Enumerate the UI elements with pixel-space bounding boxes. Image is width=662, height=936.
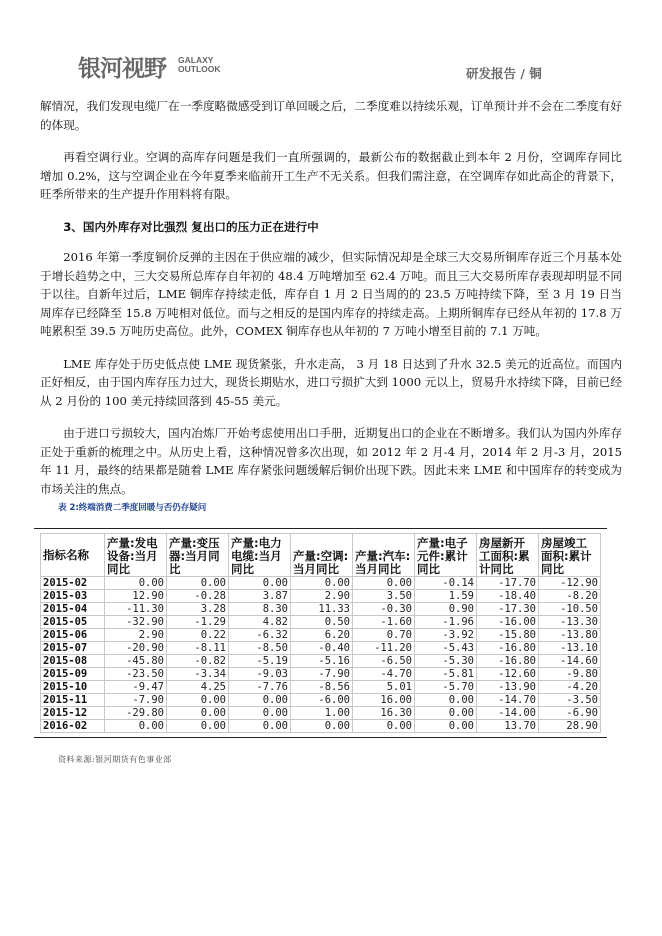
column-header: 产量:汽车:当月同比 (353, 534, 415, 577)
cell-value: 16.00 (353, 694, 415, 707)
cell-value: -5.30 (415, 655, 477, 668)
cell-value: 2.90 (291, 590, 353, 603)
row-date: 2015-07 (41, 642, 105, 655)
table-caption: 表 2:终端消费二季度回暖与否仍存疑问 (58, 503, 207, 513)
paragraph: LME 库存处于历史低点使 LME 现货紧张，升水走高， 3 月 18 日达到了升水 32.5 美元的近高位。而国内正好相反，由于国内库存压力过大，现货长期贴水，进口亏损扩大到 1000 元以上，贸易升水持续下降，目前已经从 2 月份的 100 美元持续回落到 45-55 美元。 (40, 356, 622, 408)
cell-value: 1.59 (415, 590, 477, 603)
cell-value: 3.50 (353, 590, 415, 603)
table-row (41, 655, 601, 668)
cell-value: 4.25 (167, 681, 229, 694)
cell-value: -4.20 (539, 681, 601, 694)
cell-value: -20.90 (105, 642, 167, 655)
cell-value: 3.28 (167, 603, 229, 616)
cell-value: -6.00 (291, 694, 353, 707)
cell-value: 0.00 (415, 694, 477, 707)
cell-value: 6.20 (291, 629, 353, 642)
cell-value: 16.30 (353, 707, 415, 720)
cell-value: -5.16 (291, 655, 353, 668)
cell-value: -12.60 (477, 668, 539, 681)
cell-value: 0.00 (291, 720, 353, 733)
cell-value: -9.47 (105, 681, 167, 694)
cell-value: -0.28 (167, 590, 229, 603)
row-date: 2016-02 (41, 720, 105, 733)
cell-value: 0.00 (167, 577, 229, 590)
cell-value: -17.70 (477, 577, 539, 590)
cell-value: -0.82 (167, 655, 229, 668)
logo-subtext (178, 56, 221, 74)
column-header: 产量:电力电缆:当月同比 (229, 534, 291, 577)
cell-value: 0.70 (353, 629, 415, 642)
cell-value: -8.50 (229, 642, 291, 655)
logo-text: 银河视野 (78, 56, 166, 82)
cell-value: 0.00 (167, 707, 229, 720)
paragraph: 2016 年第一季度铜价反弹的主因在于供应端的减少，但实际情况却是全球三大交易所铜库存近三个月基本处于增长趋势之中，三大交易所总库存自年初的 48.4 万吨增加至 62.4 万吨。而且三大交易所库存表现却明显不同于以往。自新年过后，LME 铜库存持续走低，库存自 1 月 2 日当周的的 23.5 万吨持续下降，至 3 月 19 日当周库存已经降至 15.8 万吨相对低位。而与之相反的是国内库存的持续走高。上期所铜库存已经从年初的 17.8 万吨累积至 39.5 万吨历史高位。此外，COMEX 铜库存也从年初的 7 万吨小增至目前的 7.1 万吨。 (40, 250, 622, 338)
cell-value: -4.70 (353, 668, 415, 681)
paragraph: 再看空调行业。空调的高库存问题是我们一直所强调的，最新公布的数据截止到本年 2 月份，空调库存同比增加 0.2%，这与空调企业在今年夏季来临前开工生产不无关系。但我们需注意，在空调库存如此高企的背景下，旺季所带来的生产提升作用料将有限。 (40, 150, 622, 201)
cell-value: 13.70 (477, 720, 539, 733)
cell-value: 11.33 (291, 603, 353, 616)
cell-value: 4.82 (229, 616, 291, 629)
cell-value: 0.00 (415, 720, 477, 733)
cell-value: 2.90 (105, 629, 167, 642)
cell-value: -5.19 (229, 655, 291, 668)
table-row (41, 720, 601, 733)
row-date: 2015-04 (41, 603, 105, 616)
cell-value: -0.30 (353, 603, 415, 616)
cell-value: 0.22 (167, 629, 229, 642)
cell-value: -1.60 (353, 616, 415, 629)
cell-value: -16.80 (477, 655, 539, 668)
cell-value: -14.00 (477, 707, 539, 720)
cell-value: -32.90 (105, 616, 167, 629)
cell-value: -13.10 (539, 642, 601, 655)
row-date: 2015-03 (41, 590, 105, 603)
cell-value: -6.50 (353, 655, 415, 668)
row-date: 2015-02 (41, 577, 105, 590)
cell-value: -29.80 (105, 707, 167, 720)
table-row (41, 668, 601, 681)
row-date: 2015-10 (41, 681, 105, 694)
cell-value: 0.00 (229, 577, 291, 590)
cell-value: 8.30 (229, 603, 291, 616)
cell-value: 0.00 (415, 707, 477, 720)
cell-value: -16.00 (477, 616, 539, 629)
cell-value: 0.90 (415, 603, 477, 616)
table-header-row (41, 534, 601, 577)
table-row (41, 629, 601, 642)
cell-value: -8.11 (167, 642, 229, 655)
table-row (41, 707, 601, 720)
row-date: 2015-09 (41, 668, 105, 681)
row-date: 2015-11 (41, 694, 105, 707)
cell-value: 0.00 (353, 720, 415, 733)
table-row (41, 603, 601, 616)
cell-value: -6.32 (229, 629, 291, 642)
column-header: 房屋竣工面积:累计同比 (539, 534, 601, 577)
column-header: 产量:空调:当月同比 (291, 534, 353, 577)
cell-value: -16.80 (477, 642, 539, 655)
page-header (78, 50, 558, 82)
cell-value: -11.30 (105, 603, 167, 616)
cell-value: 5.01 (353, 681, 415, 694)
cell-value: -13.90 (477, 681, 539, 694)
cell-value: -13.30 (539, 616, 601, 629)
cell-value: -5.70 (415, 681, 477, 694)
cell-value: -3.34 (167, 668, 229, 681)
cell-value: -0.40 (291, 642, 353, 655)
data-table (40, 533, 601, 733)
cell-value: 0.00 (105, 577, 167, 590)
table-row (41, 590, 601, 603)
paragraph: 解情况，我们发现电缆厂在一季度略微感受到订单回暖之后，二季度难以持续乐观，订单预计并不会在二季度有好的体现。 (40, 99, 622, 132)
cell-value: -9.03 (229, 668, 291, 681)
cell-value: -8.56 (291, 681, 353, 694)
row-date: 2015-08 (41, 655, 105, 668)
cell-value: 0.00 (105, 720, 167, 733)
row-date: 2015-05 (41, 616, 105, 629)
column-header: 产量:变压器:当月同比 (167, 534, 229, 577)
cell-value: -1.96 (415, 616, 477, 629)
row-date: 2015-12 (41, 707, 105, 720)
cell-value: 0.00 (229, 707, 291, 720)
cell-value: 0.00 (353, 577, 415, 590)
cell-value: 0.00 (229, 694, 291, 707)
table-row (41, 577, 601, 590)
cell-value: 0.00 (167, 720, 229, 733)
cell-value: -3.50 (539, 694, 601, 707)
paragraph: 由于进口亏损较大，国内冶炼厂开始考虑使用出口手册，近期复出口的企业在不断增多。我们认为国内外库存正处于重新的梳理之中。从历史上看，这种情况曾多次出现，如 2012 年 2 月-4 月，2014 年 2 月-3 月，2015 年 11 月，最终的结果都是随着 LME 库存紧张问题缓解后铜价出现下跌。因此未来 LME 和中国库存的转变成为市场关注的焦点。 (40, 426, 622, 496)
cell-value: -11.20 (353, 642, 415, 655)
cell-value: 3.87 (229, 590, 291, 603)
section-heading: 3、国内外库存对比强烈 复出口的压力正在进行中 (63, 219, 319, 234)
table-row (41, 694, 601, 707)
source-note: 资料来源:银河期货有色事业部 (58, 755, 172, 764)
cell-value: 0.50 (291, 616, 353, 629)
section-title: 研发报告 / 铜 (466, 66, 542, 81)
cell-value: 0.00 (291, 577, 353, 590)
cell-value: -8.20 (539, 590, 601, 603)
cell-value: -13.80 (539, 629, 601, 642)
cell-value: 0.00 (167, 694, 229, 707)
cell-value: -17.30 (477, 603, 539, 616)
cell-value: -45.80 (105, 655, 167, 668)
row-date: 2015-06 (41, 629, 105, 642)
cell-value: -18.40 (477, 590, 539, 603)
logo-en-line2: OUTLOOK (178, 64, 221, 74)
cell-value: -9.80 (539, 668, 601, 681)
cell-value: -3.92 (415, 629, 477, 642)
cell-value: -7.90 (291, 668, 353, 681)
data-table-frame (34, 528, 607, 738)
cell-value: 1.00 (291, 707, 353, 720)
cell-value: -15.80 (477, 629, 539, 642)
column-header: 产量:发电设备:当月同比 (105, 534, 167, 577)
column-header: 产量:电子元件:累计同比 (415, 534, 477, 577)
cell-value: -6.90 (539, 707, 601, 720)
cell-value: -1.29 (167, 616, 229, 629)
cell-value: -12.90 (539, 577, 601, 590)
cell-value: -5.81 (415, 668, 477, 681)
cell-value: 0.00 (229, 720, 291, 733)
body-text (40, 97, 622, 512)
cell-value: -7.76 (229, 681, 291, 694)
cell-value: -14.70 (477, 694, 539, 707)
column-header: 指标名称 (41, 534, 105, 577)
cell-value: -0.14 (415, 577, 477, 590)
logo-en-line1: GALAXY (178, 55, 214, 65)
table-row (41, 681, 601, 694)
table-row (41, 616, 601, 629)
cell-value: 12.90 (105, 590, 167, 603)
cell-value: -10.50 (539, 603, 601, 616)
cell-value: -5.43 (415, 642, 477, 655)
table-row (41, 642, 601, 655)
column-header: 房屋新开工面积:累计同比 (477, 534, 539, 577)
cell-value: -23.50 (105, 668, 167, 681)
cell-value: -14.60 (539, 655, 601, 668)
cell-value: 28.90 (539, 720, 601, 733)
cell-value: -7.90 (105, 694, 167, 707)
